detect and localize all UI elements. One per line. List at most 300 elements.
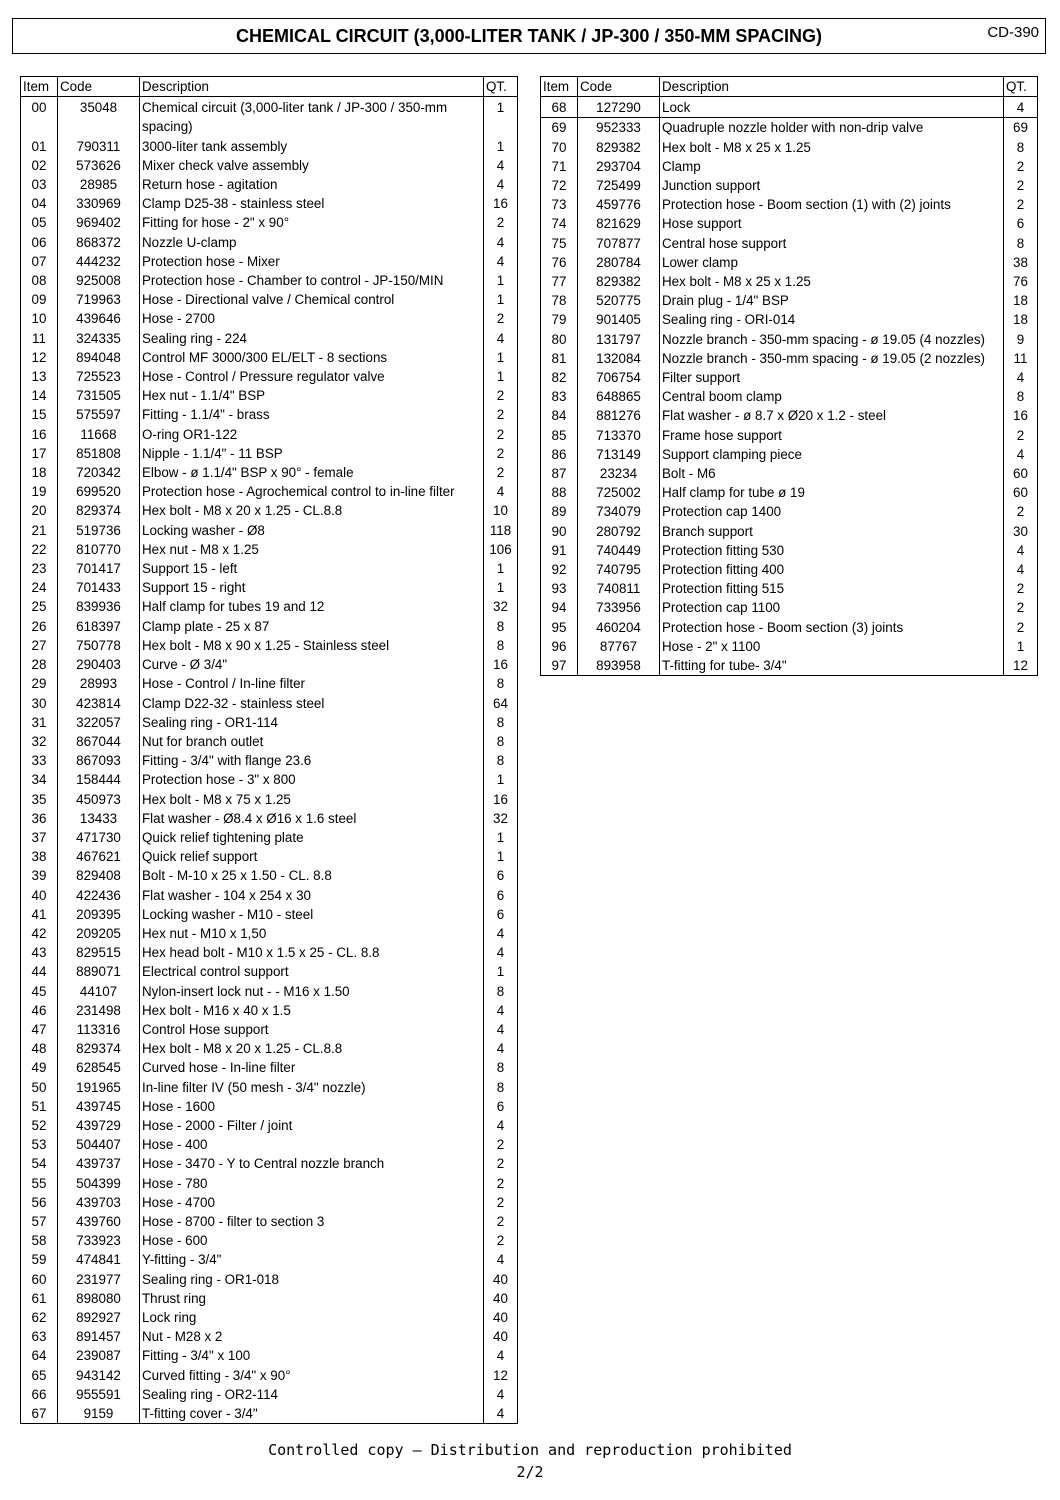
code-cell: 28985	[58, 175, 140, 194]
item-cell: 73	[541, 195, 578, 214]
table-row	[21, 1097, 518, 1116]
qty-cell: 2	[1004, 195, 1038, 214]
code-cell: 13433	[58, 809, 140, 828]
qty-cell: 8	[484, 1058, 518, 1077]
item-cell: 22	[21, 540, 58, 559]
table-row	[541, 176, 1038, 195]
item-cell: 10	[21, 309, 58, 328]
table-row	[21, 559, 518, 578]
code-cell: 898080	[58, 1289, 140, 1308]
item-cell: 87	[541, 464, 578, 483]
qty-cell: 1	[484, 367, 518, 386]
table-row	[541, 272, 1038, 291]
qty-cell: 4	[484, 943, 518, 962]
table-row	[21, 521, 518, 540]
item-cell: 79	[541, 310, 578, 329]
description-cell: Protection hose - Chamber to control - JP-150/MIN	[140, 271, 484, 290]
description-cell: Hose - 8700 - filter to section 3	[140, 1212, 484, 1231]
item-cell: 71	[541, 157, 578, 176]
item-cell: 27	[21, 636, 58, 655]
description-cell: Hose - 1600	[140, 1097, 484, 1116]
description-cell: O-ring OR1-122	[140, 425, 484, 444]
description-cell: Hose - 2" x 1100	[660, 637, 1004, 656]
description-cell: Hose - 600	[140, 1231, 484, 1250]
description-cell: Protection fitting 400	[660, 560, 1004, 579]
qty-cell: 64	[484, 694, 518, 713]
item-cell: 32	[21, 732, 58, 751]
item-cell: 60	[21, 1270, 58, 1289]
item-cell: 36	[21, 809, 58, 828]
description-cell: T-fitting for tube- 3/4"	[660, 656, 1004, 676]
item-cell: 84	[541, 406, 578, 425]
code-cell: 821629	[578, 214, 660, 233]
item-cell: 75	[541, 234, 578, 253]
description-cell: Nipple - 1.1/4" - 11 BSP	[140, 444, 484, 463]
qty-cell: 2	[484, 1174, 518, 1193]
qty-cell: 8	[484, 1078, 518, 1097]
code-cell: 231498	[58, 1001, 140, 1020]
description-cell: Hex head bolt - M10 x 1.5 x 25 - CL. 8.8	[140, 943, 484, 962]
description-cell: Hex bolt - M8 x 20 x 1.25 - CL.8.8	[140, 1039, 484, 1058]
description-cell: Hose - 2000 - Filter / joint	[140, 1116, 484, 1135]
qty-cell: 40	[484, 1289, 518, 1308]
code-cell: 701433	[58, 578, 140, 597]
table-row	[21, 194, 518, 213]
table-row	[21, 97, 518, 137]
code-cell: 829382	[578, 272, 660, 291]
item-cell: 69	[541, 118, 578, 138]
description-cell: Support 15 - right	[140, 578, 484, 597]
item-cell: 65	[21, 1366, 58, 1385]
qty-cell: 8	[484, 982, 518, 1001]
table-row	[21, 809, 518, 828]
code-cell: 439745	[58, 1097, 140, 1116]
code-cell: 44107	[58, 982, 140, 1001]
item-cell: 51	[21, 1097, 58, 1116]
code-cell: 731505	[58, 386, 140, 405]
column-header-item: Item	[541, 77, 578, 97]
code-cell: 829374	[58, 501, 140, 520]
table-row	[541, 387, 1038, 406]
qty-cell: 69	[1004, 118, 1038, 138]
qty-cell: 4	[1004, 97, 1038, 118]
qty-cell: 2	[484, 213, 518, 232]
table-row	[21, 866, 518, 885]
qty-cell: 40	[484, 1270, 518, 1289]
code-cell: 209395	[58, 905, 140, 924]
table-row	[541, 426, 1038, 445]
item-cell: 18	[21, 463, 58, 482]
table-row	[541, 195, 1038, 214]
code-cell: 725499	[578, 176, 660, 195]
qty-cell: 8	[484, 674, 518, 693]
item-cell: 62	[21, 1308, 58, 1327]
description-cell: Bolt - M-10 x 25 x 1.50 - CL. 8.8	[140, 866, 484, 885]
qty-cell: 4	[1004, 445, 1038, 464]
description-cell: Thrust ring	[140, 1289, 484, 1308]
description-cell: Hose - 400	[140, 1135, 484, 1154]
item-cell: 77	[541, 272, 578, 291]
description-cell: T-fitting cover - 3/4"	[140, 1404, 484, 1424]
description-cell: Hose support	[660, 214, 1004, 233]
table-row	[21, 367, 518, 386]
table-row	[21, 924, 518, 943]
code-cell: 450973	[58, 790, 140, 809]
qty-cell: 2	[1004, 598, 1038, 617]
description-cell: Filter support	[660, 368, 1004, 387]
code-cell: 839936	[58, 597, 140, 616]
table-row	[21, 540, 518, 559]
description-cell: Clamp D25-38 - stainless steel	[140, 194, 484, 213]
item-cell: 68	[541, 97, 578, 118]
item-cell: 35	[21, 790, 58, 809]
table-row	[21, 252, 518, 271]
item-cell: 97	[541, 656, 578, 676]
qty-cell: 2	[484, 463, 518, 482]
item-cell: 31	[21, 713, 58, 732]
description-cell: Chemical circuit (3,000-liter tank / JP-300 / 350-mm spacing)	[140, 97, 484, 137]
qty-cell: 1	[484, 770, 518, 789]
item-cell: 56	[21, 1193, 58, 1212]
footer-notice: Controlled copy – Distribution and reproduction prohibited	[268, 1441, 792, 1459]
description-cell: Flat washer - 104 x 254 x 30	[140, 886, 484, 905]
code-cell: 504399	[58, 1174, 140, 1193]
code-cell: 720342	[58, 463, 140, 482]
qty-cell: 4	[484, 1385, 518, 1404]
description-cell: Protection hose - 3" x 800	[140, 770, 484, 789]
code-cell: 706754	[578, 368, 660, 387]
description-cell: Frame hose support	[660, 426, 1004, 445]
code-cell: 867044	[58, 732, 140, 751]
item-cell: 94	[541, 598, 578, 617]
qty-cell: 8	[484, 732, 518, 751]
description-cell: Return hose - agitation	[140, 175, 484, 194]
table-row	[21, 886, 518, 905]
table-row	[21, 1001, 518, 1020]
description-cell: Protection hose - Mixer	[140, 252, 484, 271]
column-header-item: Item	[21, 77, 58, 97]
item-cell: 66	[21, 1385, 58, 1404]
code-cell: 829374	[58, 1039, 140, 1058]
table-header-row	[21, 77, 518, 97]
description-cell: Central boom clamp	[660, 387, 1004, 406]
item-cell: 90	[541, 522, 578, 541]
column-header-code: Code	[578, 77, 660, 97]
item-cell: 72	[541, 176, 578, 195]
description-cell: Fitting - 1.1/4" - brass	[140, 405, 484, 424]
table-row	[21, 175, 518, 194]
title-box	[12, 18, 1046, 54]
qty-cell: 4	[1004, 368, 1038, 387]
item-cell: 50	[21, 1078, 58, 1097]
code-cell: 713370	[578, 426, 660, 445]
description-cell: Central hose support	[660, 234, 1004, 253]
table-row	[541, 445, 1038, 464]
item-cell: 48	[21, 1039, 58, 1058]
column-header-code: Code	[58, 77, 140, 97]
qty-cell: 106	[484, 540, 518, 559]
item-cell: 61	[21, 1289, 58, 1308]
description-cell: Hose - Control / In-line filter	[140, 674, 484, 693]
table-row	[21, 386, 518, 405]
code-cell: 750778	[58, 636, 140, 655]
qty-cell: 2	[484, 1135, 518, 1154]
description-cell: Fitting - 3/4" x 100	[140, 1346, 484, 1365]
item-cell: 91	[541, 541, 578, 560]
qty-cell: 2	[484, 1231, 518, 1250]
table-row	[21, 751, 518, 770]
description-cell: Hex bolt - M8 x 75 x 1.25	[140, 790, 484, 809]
description-cell: Protection hose - Agrochemical control to in-line filter	[140, 482, 484, 501]
code-cell: 290403	[58, 655, 140, 674]
item-cell: 08	[21, 271, 58, 290]
code-cell: 460204	[578, 618, 660, 637]
parts-table-left	[20, 76, 518, 1424]
description-cell: Locking washer - M10 - steel	[140, 905, 484, 924]
item-cell: 05	[21, 213, 58, 232]
description-cell: Locking washer - Ø8	[140, 521, 484, 540]
qty-cell: 4	[484, 1346, 518, 1365]
qty-cell: 60	[1004, 464, 1038, 483]
item-cell: 03	[21, 175, 58, 194]
code-cell: 867093	[58, 751, 140, 770]
table-row	[21, 790, 518, 809]
item-cell: 02	[21, 156, 58, 175]
table-row	[541, 138, 1038, 157]
code-cell: 231977	[58, 1270, 140, 1289]
table-row	[21, 943, 518, 962]
table-row	[21, 1116, 518, 1135]
description-cell: Mixer check valve assembly	[140, 156, 484, 175]
qty-cell: 10	[484, 501, 518, 520]
table-row	[541, 637, 1038, 656]
table-row	[21, 1327, 518, 1346]
table-row	[21, 444, 518, 463]
qty-cell: 2	[1004, 579, 1038, 598]
table-row	[541, 406, 1038, 425]
table-row	[21, 636, 518, 655]
qty-cell: 1	[484, 962, 518, 981]
item-cell: 76	[541, 253, 578, 272]
code-cell: 829408	[58, 866, 140, 885]
qty-cell: 1	[484, 137, 518, 156]
description-cell: Fitting - 3/4" with flange 23.6	[140, 751, 484, 770]
qty-cell: 38	[1004, 253, 1038, 272]
code-cell: 829515	[58, 943, 140, 962]
table-row	[21, 1174, 518, 1193]
table-row	[21, 597, 518, 616]
item-cell: 63	[21, 1327, 58, 1346]
table-row	[21, 1020, 518, 1039]
item-cell: 28	[21, 655, 58, 674]
table-row	[21, 213, 518, 232]
document-code: CD-390	[987, 24, 1039, 41]
table-row	[21, 1404, 518, 1424]
item-cell: 70	[541, 138, 578, 157]
code-cell: 713149	[578, 445, 660, 464]
table-row	[21, 482, 518, 501]
table-row	[21, 1289, 518, 1308]
item-cell: 13	[21, 367, 58, 386]
description-cell: Sealing ring - 224	[140, 329, 484, 348]
description-cell: Quick relief tightening plate	[140, 828, 484, 847]
qty-cell: 4	[484, 1116, 518, 1135]
qty-cell: 2	[484, 1154, 518, 1173]
description-cell: Hex bolt - M16 x 40 x 1.5	[140, 1001, 484, 1020]
description-cell: Support clamping piece	[660, 445, 1004, 464]
code-cell: 444232	[58, 252, 140, 271]
item-cell: 26	[21, 617, 58, 636]
qty-cell: 4	[484, 156, 518, 175]
qty-cell: 4	[484, 175, 518, 194]
description-cell: Nylon-insert lock nut - - M16 x 1.50	[140, 982, 484, 1001]
code-cell: 239087	[58, 1346, 140, 1365]
table-row	[21, 847, 518, 866]
description-cell: In-line filter IV (50 mesh - 3/4" nozzle)	[140, 1078, 484, 1097]
item-cell: 83	[541, 387, 578, 406]
code-cell: 699520	[58, 482, 140, 501]
description-cell: Y-fitting - 3/4"	[140, 1250, 484, 1269]
description-cell: Hose - 4700	[140, 1193, 484, 1212]
qty-cell: 4	[484, 233, 518, 252]
code-cell: 504407	[58, 1135, 140, 1154]
code-cell: 474841	[58, 1250, 140, 1269]
code-cell: 280792	[578, 522, 660, 541]
qty-cell: 1	[484, 847, 518, 866]
qty-cell: 12	[484, 1366, 518, 1385]
item-cell: 23	[21, 559, 58, 578]
code-cell: 113316	[58, 1020, 140, 1039]
code-cell: 733956	[578, 598, 660, 617]
item-cell: 01	[21, 137, 58, 156]
description-cell: Support 15 - left	[140, 559, 484, 578]
code-cell: 881276	[578, 406, 660, 425]
description-cell: Nozzle branch - 350-mm spacing - ø 19.05 (4 nozzles)	[660, 330, 1004, 349]
table-row	[21, 1154, 518, 1173]
code-cell: 459776	[578, 195, 660, 214]
code-cell: 127290	[578, 97, 660, 118]
table-row	[21, 713, 518, 732]
description-cell: Protection hose - Boom section (1) with (2) joints	[660, 195, 1004, 214]
code-cell: 628545	[58, 1058, 140, 1077]
code-cell: 725002	[578, 483, 660, 502]
description-cell: Junction support	[660, 176, 1004, 195]
qty-cell: 16	[484, 194, 518, 213]
qty-cell: 1	[484, 578, 518, 597]
item-cell: 74	[541, 214, 578, 233]
item-cell: 49	[21, 1058, 58, 1077]
table-row	[541, 541, 1038, 560]
qty-cell: 2	[484, 444, 518, 463]
code-cell: 28993	[58, 674, 140, 693]
column-header-qty: QT.	[484, 77, 518, 97]
code-cell: 648865	[578, 387, 660, 406]
description-cell: Hex nut - M8 x 1.25	[140, 540, 484, 559]
code-cell: 9159	[58, 1404, 140, 1424]
table-row	[21, 617, 518, 636]
code-cell: 191965	[58, 1078, 140, 1097]
item-cell: 14	[21, 386, 58, 405]
code-cell: 423814	[58, 694, 140, 713]
code-cell: 955591	[58, 1385, 140, 1404]
qty-cell: 2	[1004, 426, 1038, 445]
qty-cell: 4	[1004, 541, 1038, 560]
item-cell: 80	[541, 330, 578, 349]
table-row	[541, 253, 1038, 272]
item-cell: 86	[541, 445, 578, 464]
qty-cell: 4	[484, 329, 518, 348]
description-cell: Lock ring	[140, 1308, 484, 1327]
item-cell: 21	[21, 521, 58, 540]
qty-cell: 4	[484, 1039, 518, 1058]
table-row	[21, 905, 518, 924]
code-cell: 790311	[58, 137, 140, 156]
description-cell: Protection fitting 530	[660, 541, 1004, 560]
code-cell: 439729	[58, 1116, 140, 1135]
qty-cell: 2	[484, 425, 518, 444]
code-cell: 969402	[58, 213, 140, 232]
item-cell: 30	[21, 694, 58, 713]
table-row	[21, 1346, 518, 1365]
qty-cell: 8	[484, 713, 518, 732]
table-row	[21, 348, 518, 367]
code-cell: 893958	[578, 656, 660, 676]
item-cell: 20	[21, 501, 58, 520]
qty-cell: 2	[1004, 502, 1038, 521]
item-cell: 38	[21, 847, 58, 866]
description-cell: Hex bolt - M8 x 25 x 1.25	[660, 138, 1004, 157]
table-row	[21, 1366, 518, 1385]
item-cell: 53	[21, 1135, 58, 1154]
description-cell: Clamp plate - 25 x 87	[140, 617, 484, 636]
table-row	[21, 271, 518, 290]
code-cell: 11668	[58, 425, 140, 444]
item-cell: 85	[541, 426, 578, 445]
table-row	[21, 309, 518, 328]
table-row	[21, 655, 518, 674]
qty-cell: 4	[1004, 560, 1038, 579]
description-cell: Hex nut - M10 x 1,50	[140, 924, 484, 943]
table-row	[21, 1270, 518, 1289]
code-cell: 925008	[58, 271, 140, 290]
table-row	[541, 234, 1038, 253]
qty-cell: 18	[1004, 310, 1038, 329]
description-cell: Quick relief support	[140, 847, 484, 866]
description-cell: Protection cap 1100	[660, 598, 1004, 617]
description-cell: Drain plug - 1/4" BSP	[660, 291, 1004, 310]
table-row	[21, 1250, 518, 1269]
code-cell: 734079	[578, 502, 660, 521]
table-row	[21, 233, 518, 252]
qty-cell: 4	[484, 1404, 518, 1424]
table-row	[21, 1212, 518, 1231]
table-row	[541, 483, 1038, 502]
qty-cell: 6	[484, 886, 518, 905]
description-cell: Hose - 3470 - Y to Central nozzle branch	[140, 1154, 484, 1173]
description-cell: Half clamp for tubes 19 and 12	[140, 597, 484, 616]
qty-cell: 1	[484, 559, 518, 578]
code-cell: 439646	[58, 309, 140, 328]
item-cell: 24	[21, 578, 58, 597]
description-cell: Hex nut - 1.1/4" BSP	[140, 386, 484, 405]
qty-cell: 4	[484, 1250, 518, 1269]
table-row	[21, 1078, 518, 1097]
code-cell: 439760	[58, 1212, 140, 1231]
qty-cell: 40	[484, 1327, 518, 1346]
table-row	[541, 579, 1038, 598]
description-cell: Elbow - ø 1.1/4" BSP x 90° - female	[140, 463, 484, 482]
qty-cell: 8	[484, 617, 518, 636]
